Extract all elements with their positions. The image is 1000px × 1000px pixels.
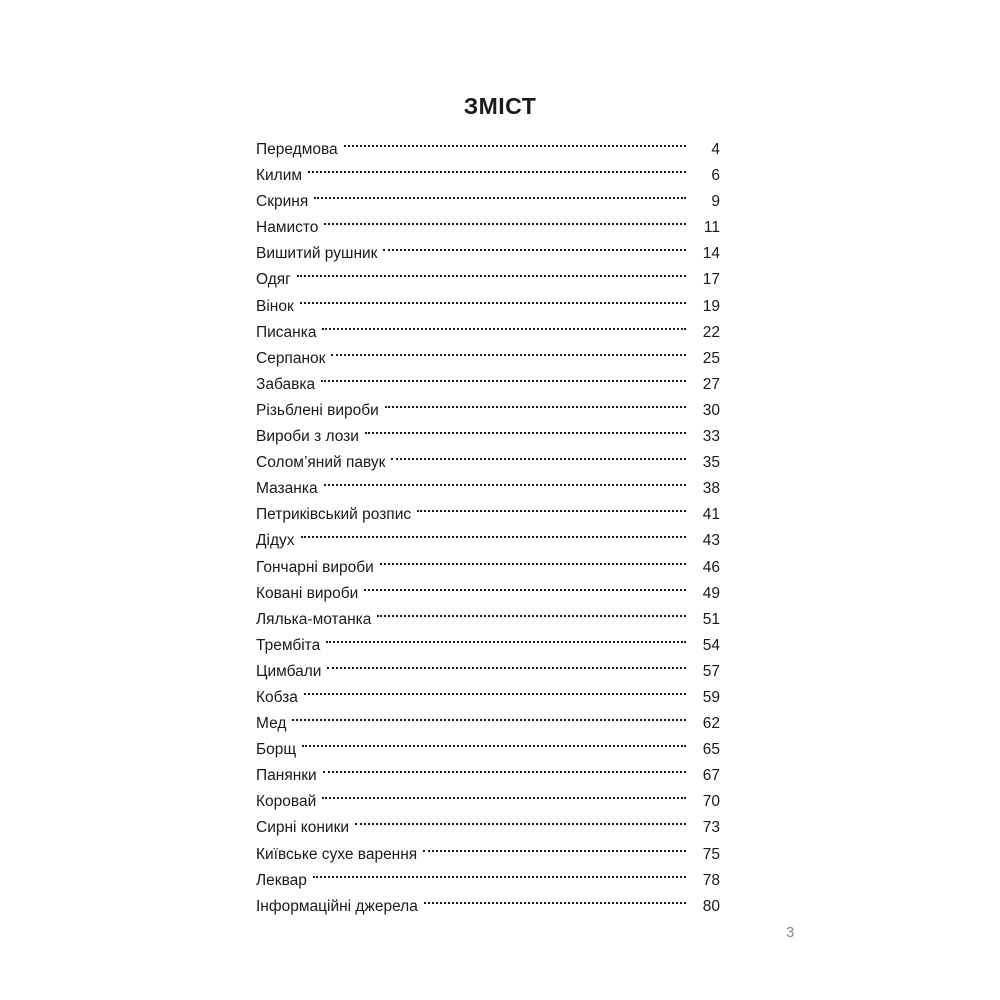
toc-entry: [256, 519, 720, 550]
toc-entry: [256, 546, 720, 576]
toc-entry-page: 25: [702, 349, 720, 367]
toc-entry-title: Писанка: [256, 323, 317, 341]
toc-dot-leader: [365, 415, 688, 441]
toc-entry-title: Мазанка: [256, 480, 318, 498]
toc-dot-leader: [324, 467, 688, 493]
page-title: ЗМІСТ: [463, 93, 537, 120]
toc-entry-page: 9: [711, 193, 720, 211]
toc-entry-page: 22: [702, 323, 720, 341]
toc-entry-page: 57: [702, 662, 720, 680]
toc-entry-page: 59: [702, 688, 720, 706]
toc-dot-leader: [304, 676, 688, 702]
toc-dot-leader: [326, 624, 688, 650]
toc-dot-leader: [344, 128, 688, 154]
toc-entry-title: Різьблені вироби: [256, 401, 379, 419]
toc-entry: [256, 180, 720, 211]
toc-entry-title: Дідух: [256, 532, 295, 550]
toc-dot-leader: [391, 441, 688, 467]
toc-entry-title: Інформаційні джерела: [256, 897, 418, 915]
toc-entry: [256, 285, 720, 315]
toc-entry: [256, 624, 720, 654]
toc-dot-leader: [380, 546, 688, 572]
toc-dot-leader: [364, 572, 688, 598]
toc-entry-title: Вінок: [256, 297, 294, 315]
page-number: 3: [786, 924, 795, 941]
toc-dot-leader: [423, 833, 688, 859]
toc-entry: [256, 780, 720, 811]
toc-dot-leader: [297, 258, 688, 284]
toc-dot-leader: [331, 337, 688, 363]
toc-dot-leader: [323, 754, 688, 780]
toc-entry-page: 70: [702, 793, 720, 811]
toc-entry-title: Вишитий рушник: [256, 245, 378, 263]
toc-entry: [256, 676, 720, 706]
toc-entry-page: 11: [703, 219, 720, 237]
toc-entry-page: 62: [702, 715, 720, 733]
toc-entry-title: Вироби з лози: [256, 428, 359, 446]
toc-entry-page: 33: [702, 428, 720, 446]
toc-dot-leader: [308, 154, 688, 180]
toc-entry-page: 80: [702, 897, 720, 915]
toc-entry: [256, 859, 720, 889]
toc-entry-title: Київське сухе варення: [256, 845, 418, 863]
toc-entry-page: 4: [711, 141, 720, 158]
toc-dot-leader: [383, 232, 688, 258]
toc-entry-page: 19: [702, 297, 720, 315]
toc-entry-page: 17: [702, 271, 720, 289]
toc-dot-leader: [301, 519, 689, 545]
toc-entry-title: Лялька-мотанка: [256, 610, 372, 628]
toc-entry: [256, 337, 720, 367]
toc-entry-title: Панянки: [256, 767, 317, 785]
toc-dot-leader: [417, 493, 688, 519]
toc-entry-page: 27: [702, 375, 720, 393]
toc-entry-title: Передмова: [256, 141, 338, 158]
toc-entry-page: 43: [702, 532, 720, 550]
toc-entry-title: Петриківський розпис: [256, 506, 412, 524]
toc-entry: [256, 363, 720, 393]
toc-dot-leader: [324, 206, 688, 232]
toc-dot-leader: [322, 780, 688, 806]
toc-entry: [256, 885, 720, 915]
toc-entry-page: 51: [702, 610, 720, 628]
toc-entry: [256, 154, 720, 185]
toc-entry: [256, 258, 720, 289]
toc-entry-title: Гончарні вироби: [256, 558, 374, 576]
toc-entry: [256, 389, 720, 419]
toc-entry-page: 14: [702, 245, 720, 263]
toc-entry-title: Кобза: [256, 688, 298, 706]
toc-entry-page: 78: [702, 871, 720, 889]
toc-entry-page: 35: [702, 454, 720, 472]
toc-entry-title: Забавка: [256, 375, 316, 393]
toc-entry-title: Мед: [256, 715, 287, 733]
toc-entry: [256, 128, 720, 158]
toc-entry-page: 30: [702, 401, 720, 419]
toc-entry-title: Трембіта: [256, 636, 321, 654]
toc-entry-page: 67: [702, 767, 720, 785]
toc-entry: [256, 806, 720, 837]
toc-entry: [256, 206, 720, 237]
toc-entry-title: Солом’яний павук: [256, 454, 386, 472]
toc-entry: [256, 728, 720, 759]
toc-entry: [256, 754, 720, 785]
toc-entry: [256, 493, 720, 524]
toc-entry-title: Ковані вироби: [256, 584, 359, 602]
toc-entry-title: Килим: [256, 167, 303, 185]
toc-entry: [256, 467, 720, 498]
toc-dot-leader: [300, 285, 688, 311]
toc-entry-page: 6: [711, 167, 720, 185]
toc-entry-page: 46: [702, 558, 720, 576]
toc-entry-page: 49: [702, 584, 720, 602]
toc-dot-leader: [327, 650, 688, 676]
toc-entry-page: 75: [702, 845, 720, 863]
toc-entry-page: 65: [702, 741, 720, 759]
toc-entry-page: 38: [702, 480, 720, 498]
toc-dot-leader: [322, 311, 688, 337]
toc-entry-page: 41: [702, 506, 720, 524]
toc-entry-title: Одяг: [256, 271, 291, 289]
toc-dot-leader: [292, 702, 688, 728]
toc-entry-title: Серпанок: [256, 349, 326, 367]
toc-entry-title: Леквар: [256, 871, 307, 889]
toc-entry-title: Коровай: [256, 793, 317, 811]
toc-dot-leader: [302, 728, 688, 754]
toc-dot-leader: [385, 389, 688, 415]
toc-entry-title: Намисто: [256, 219, 319, 237]
toc-entry-page: 54: [702, 636, 720, 654]
toc-entry: [256, 311, 720, 341]
toc-dot-leader: [314, 180, 688, 206]
toc-dot-leader: [321, 363, 688, 389]
toc-dot-leader: [313, 859, 688, 885]
table-of-contents: [256, 128, 720, 915]
toc-entry: [256, 702, 720, 733]
toc-dot-leader: [355, 806, 688, 832]
toc-dot-leader: [377, 598, 688, 624]
toc-dot-leader: [424, 885, 688, 911]
toc-entry-title: Скриня: [256, 193, 309, 211]
toc-entry-page: 73: [702, 819, 720, 837]
toc-entry-title: Цимбали: [256, 662, 322, 680]
toc-entry-title: Борщ: [256, 741, 297, 759]
toc-entry: [256, 232, 720, 263]
toc-entry-title: Сирні коники: [256, 819, 350, 837]
